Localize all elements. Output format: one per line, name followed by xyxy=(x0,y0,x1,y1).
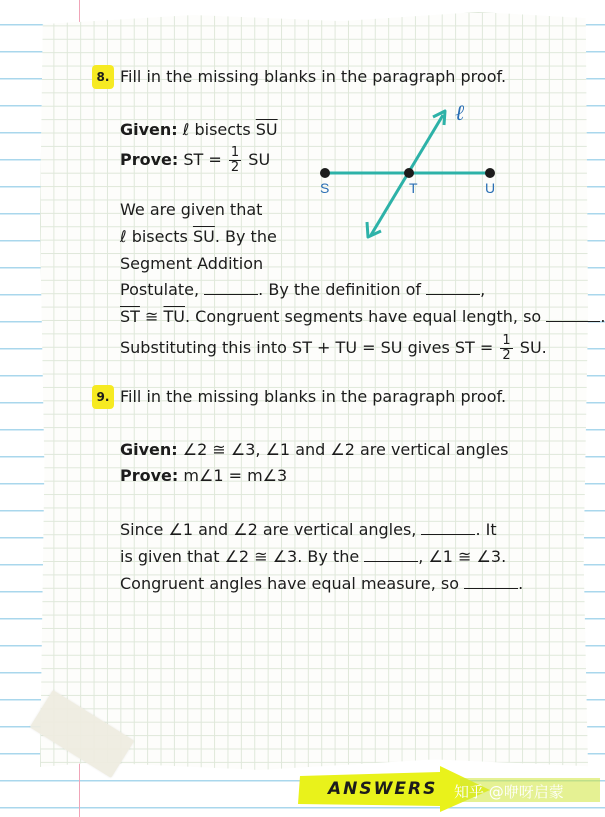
q8-para-line-2 xyxy=(120,227,277,247)
q8-para-line-6 xyxy=(120,334,547,363)
q9-given xyxy=(120,440,508,460)
q9-prove-text: m∠1 = m∠3 xyxy=(183,466,288,485)
q9-para-line-3 xyxy=(120,574,523,594)
q8-blank-2[interactable] xyxy=(426,280,480,295)
question-9-badge xyxy=(92,385,114,409)
q8-para5-cong: ≅ xyxy=(139,307,164,326)
q8-para4c: , xyxy=(480,280,486,299)
q9-para-line-1 xyxy=(120,520,497,540)
q8-para6-frac-den: 2 xyxy=(502,348,511,363)
bisector-diagram xyxy=(305,95,515,255)
question-8-number: 8. xyxy=(96,70,110,84)
point-t xyxy=(404,168,414,178)
q9-prove xyxy=(120,466,287,486)
q8-blank-1[interactable] xyxy=(204,280,258,295)
q9-para3a: Congruent angles have equal measure, so xyxy=(120,574,460,593)
q8-para4b: . By the definition of xyxy=(258,280,422,299)
question-9-number: 9. xyxy=(96,390,110,404)
q8-prove-end: SU xyxy=(248,150,271,169)
q8-para5-st: $\overline{ST}$ xyxy=(120,307,140,326)
q8-prove xyxy=(120,146,270,175)
point-s xyxy=(320,168,330,178)
q9-para1b: . It xyxy=(475,520,497,539)
q8-given-label: Given: xyxy=(120,120,178,139)
label-s: S xyxy=(320,180,330,196)
watermark: 知乎 @咿呀启蒙 xyxy=(454,783,564,801)
q8-para-line-5 xyxy=(120,307,605,327)
point-u xyxy=(485,168,495,178)
q8-para6a: Substituting this into ST + TU = SU gives ST = xyxy=(120,338,494,357)
question-9-instruction: Fill in the missing blanks in the paragraph proof. xyxy=(120,387,507,406)
q8-prove-fraction xyxy=(229,146,241,175)
q8-para6b: SU. xyxy=(519,338,547,357)
q9-para3b: . xyxy=(518,574,524,593)
question-8-instruction: Fill in the missing blanks in the paragraph proof. xyxy=(120,67,507,86)
q8-para2-mid: bisects xyxy=(126,227,193,246)
answers-label[interactable]: ANSWERS xyxy=(328,779,438,799)
label-t: T xyxy=(409,180,418,196)
q8-prove-text: ST = xyxy=(183,150,222,169)
q9-given-text: ∠2 ≅ ∠3, ∠1 and ∠2 are vertical angles xyxy=(182,440,509,459)
q8-prove-frac-den: 2 xyxy=(230,160,240,175)
q8-para5-text: . Congruent segments have equal length, so xyxy=(185,307,542,326)
q8-para-line-3: Segment Addition xyxy=(120,254,264,273)
q8-given-segment: $\overline{SU}$ xyxy=(255,120,278,139)
q9-blank-1[interactable] xyxy=(421,520,475,535)
q8-prove-frac-num: 1 xyxy=(230,145,240,160)
q8-para-line-1: We are given that xyxy=(120,200,263,219)
q9-blank-2[interactable] xyxy=(364,547,418,562)
q8-para2-segment: $\overline{SU}$ xyxy=(192,227,215,246)
q8-para2-line-symbol: ℓ xyxy=(120,227,127,246)
q8-para2-end: . By the xyxy=(214,227,277,246)
label-u: U xyxy=(485,180,496,196)
q8-para5-tu: $\overline{TU}$ xyxy=(163,307,185,326)
question-8-badge xyxy=(92,65,114,89)
q9-given-label: Given: xyxy=(120,440,178,459)
q9-para-line-2 xyxy=(120,547,506,567)
q9-para2b: , ∠1 ≅ ∠3. xyxy=(418,547,507,566)
q8-given xyxy=(120,120,278,140)
q8-para6-fraction xyxy=(500,334,512,363)
q9-para2a: is given that ∠2 ≅ ∠3. By the xyxy=(120,547,360,566)
q9-prove-label: Prove: xyxy=(120,466,179,485)
q8-para6-frac-num: 1 xyxy=(502,333,511,348)
q8-para4a: Postulate, xyxy=(120,280,200,299)
q9-para1a: Since ∠1 and ∠2 are vertical angles, xyxy=(120,520,417,539)
q8-prove-label: Prove: xyxy=(120,150,179,169)
q9-blank-3[interactable] xyxy=(464,574,518,589)
q8-para-line-4 xyxy=(120,280,485,300)
label-l: ℓ xyxy=(455,101,465,126)
q8-given-line-symbol: ℓ xyxy=(182,120,190,139)
q8-blank-3[interactable] xyxy=(546,307,600,322)
q8-para5-end: . xyxy=(600,307,605,326)
q8-given-mid: bisects xyxy=(189,120,256,139)
